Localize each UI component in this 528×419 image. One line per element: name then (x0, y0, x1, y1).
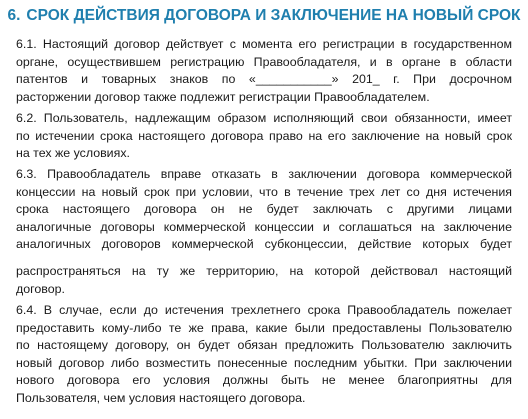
section-title: СРОК ДЕЙСТВИЯ ДОГОВОРА И ЗАКЛЮЧЕНИЕ НА НОВЫЙ СРОК (26, 7, 521, 24)
clause-6-3 (16, 166, 512, 254)
clause-6-3-continued (16, 263, 512, 298)
clause-line: новый договор либо возместить понесенные последним убытки. При заключении (16, 355, 512, 370)
clause-line: аналогичные договоры коммерческой концессии и соглашаться на заключение (16, 219, 512, 234)
clause-line: 6.2. Пользователь, надлежащим образом исполняющий свои обязанности, имеет (16, 111, 512, 125)
clause-line: патентов и товарных знаков по «___________» 201_ г. При досрочном (16, 72, 512, 87)
clause-line: 6.3. Правообладатель вправе отказать в заключении договора коммерческой (16, 167, 512, 181)
clause-line: предоставить кому-либо те же права, какие были предоставлены Пользователю (16, 320, 512, 335)
clause-6-2 (16, 110, 512, 163)
clause-line: концессии на новый срок при условии, что в течение трех лет со дня истечения (16, 184, 512, 199)
clause-6-4 (16, 302, 512, 408)
clause-line: органе, осуществившем регистрацию Правообладателя, и в органе в области (16, 54, 512, 69)
clause-line: 6.1. Настоящий договор действует с момента его регистрации в государственном (16, 37, 512, 51)
clause-line: 6.4. В случае, если до истечения трехлетнего срока Правообладатель пожелает (16, 303, 512, 317)
clause-line: по настоящему договору, он будет обязан предложить Пользователю заключить (16, 338, 512, 353)
clause-line: на тех же условиях. (16, 146, 130, 161)
clause-line: расторжении договор также подлежит регистрации Правообладателем. (16, 89, 430, 104)
clause-6-1 (16, 36, 512, 106)
clause-line: Пользователя, чем условия настоящего договора. (16, 390, 306, 405)
clause-line: договор. (16, 281, 65, 296)
clause-line: аналогичных договоров коммерческой субконцессии, действие которых будет (16, 237, 512, 252)
clause-line: распространяться на ту же территорию, на которой действовал настоящий (16, 264, 512, 278)
clause-line: по истечении срока настоящего договора право на его заключение на новый срок (16, 128, 512, 143)
section-heading (0, 6, 528, 26)
section-number: 6. (7, 7, 21, 24)
clause-line: нового договора его условия должны быть не менее благоприятны для (16, 373, 512, 388)
clause-line: срока настоящего договора он не будет заключать с другими лицами (16, 202, 512, 217)
